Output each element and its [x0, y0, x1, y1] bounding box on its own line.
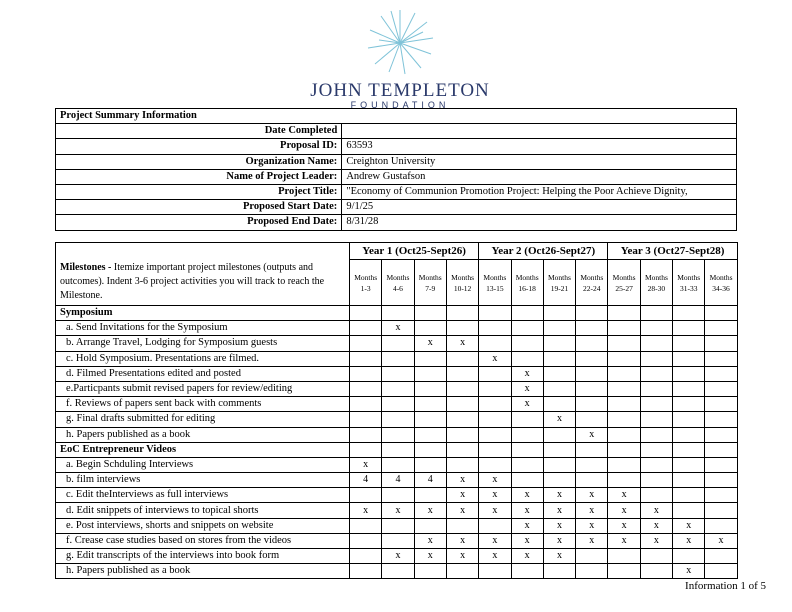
- schedule-cell: [414, 442, 446, 457]
- schedule-cell: [382, 442, 414, 457]
- schedule-cell: [640, 321, 672, 336]
- task-label: a. Send Invitations for the Symposium: [56, 321, 350, 336]
- summary-value: 9/1/25: [342, 200, 737, 215]
- schedule-cell: x: [543, 412, 575, 427]
- schedule-cell: [382, 518, 414, 533]
- schedule-cell: [414, 457, 446, 472]
- schedule-cell: [479, 412, 511, 427]
- schedule-cell: [673, 397, 705, 412]
- schedule-cell: [479, 457, 511, 472]
- schedule-cell: [479, 442, 511, 457]
- section-label: EoC Entrepreneur Videos: [56, 442, 350, 457]
- schedule-cell: 4: [414, 473, 446, 488]
- schedule-cell: [673, 336, 705, 351]
- schedule-cell: x: [479, 549, 511, 564]
- task-row: [56, 381, 738, 396]
- schedule-cell: [640, 549, 672, 564]
- task-row: [56, 518, 738, 533]
- project-summary-table: [55, 108, 737, 231]
- schedule-cell: [608, 366, 640, 381]
- schedule-cell: [608, 351, 640, 366]
- summary-row: [56, 200, 737, 215]
- month-range-header: Months 28-30: [640, 260, 672, 306]
- summary-header: Project Summary Information: [56, 109, 737, 124]
- month-range-header: Months 4-6: [382, 260, 414, 306]
- month-range-header: Months 13-15: [479, 260, 511, 306]
- schedule-cell: [382, 488, 414, 503]
- schedule-cell: x: [673, 533, 705, 548]
- schedule-cell: [673, 488, 705, 503]
- schedule-cell: [446, 427, 478, 442]
- schedule-cell: [673, 457, 705, 472]
- logo-name: JOHN TEMPLETON: [310, 80, 490, 101]
- schedule-cell: [608, 442, 640, 457]
- schedule-cell: [543, 381, 575, 396]
- month-range-header: Months 10-12: [446, 260, 478, 306]
- schedule-cell: [350, 336, 382, 351]
- schedule-cell: [576, 321, 608, 336]
- summary-label: Organization Name:: [56, 154, 342, 169]
- summary-value: 8/31/28: [342, 215, 737, 230]
- schedule-cell: [705, 366, 737, 381]
- schedule-cell: x: [414, 549, 446, 564]
- schedule-cell: [673, 503, 705, 518]
- schedule-cell: x: [479, 488, 511, 503]
- milestone-plan-table: [55, 242, 738, 579]
- schedule-cell: [673, 351, 705, 366]
- schedule-cell: [414, 412, 446, 427]
- schedule-cell: [382, 427, 414, 442]
- schedule-cell: [446, 457, 478, 472]
- summary-row: [56, 169, 737, 184]
- schedule-cell: [446, 564, 478, 579]
- schedule-cell: x: [576, 503, 608, 518]
- schedule-cell: [608, 427, 640, 442]
- task-row: [56, 366, 738, 381]
- schedule-cell: [479, 306, 511, 321]
- schedule-cell: [382, 336, 414, 351]
- summary-label: Proposed End Date:: [56, 215, 342, 230]
- schedule-cell: x: [382, 503, 414, 518]
- schedule-cell: [705, 488, 737, 503]
- schedule-cell: [576, 549, 608, 564]
- schedule-cell: [640, 442, 672, 457]
- task-label: d. Filmed Presentations edited and posted: [56, 366, 350, 381]
- schedule-cell: [640, 473, 672, 488]
- schedule-cell: [705, 412, 737, 427]
- schedule-cell: x: [543, 503, 575, 518]
- schedule-cell: [640, 488, 672, 503]
- page-footer: Information 1 of 5: [685, 580, 766, 592]
- schedule-cell: [608, 412, 640, 427]
- schedule-cell: x: [608, 533, 640, 548]
- schedule-cell: x: [511, 533, 543, 548]
- summary-row: [56, 184, 737, 199]
- schedule-cell: [576, 442, 608, 457]
- schedule-cell: [543, 427, 575, 442]
- schedule-cell: x: [446, 336, 478, 351]
- schedule-cell: [414, 518, 446, 533]
- task-label: h. Papers published as a book: [56, 427, 350, 442]
- schedule-cell: [705, 457, 737, 472]
- schedule-cell: [350, 306, 382, 321]
- schedule-cell: x: [543, 533, 575, 548]
- schedule-cell: [446, 366, 478, 381]
- schedule-cell: [350, 412, 382, 427]
- schedule-cell: [705, 564, 737, 579]
- schedule-cell: [640, 336, 672, 351]
- schedule-cell: [382, 412, 414, 427]
- schedule-cell: [382, 366, 414, 381]
- summary-label: Proposal ID:: [56, 139, 342, 154]
- schedule-cell: [576, 336, 608, 351]
- schedule-cell: x: [511, 503, 543, 518]
- schedule-cell: x: [414, 533, 446, 548]
- schedule-cell: [705, 473, 737, 488]
- schedule-cell: [608, 306, 640, 321]
- schedule-cell: x: [479, 533, 511, 548]
- schedule-cell: [543, 366, 575, 381]
- schedule-cell: [640, 351, 672, 366]
- schedule-cell: [673, 473, 705, 488]
- schedule-cell: x: [543, 488, 575, 503]
- schedule-cell: [479, 336, 511, 351]
- schedule-cell: [543, 321, 575, 336]
- schedule-cell: [543, 351, 575, 366]
- schedule-cell: x: [446, 473, 478, 488]
- schedule-cell: [446, 306, 478, 321]
- schedule-cell: [673, 306, 705, 321]
- schedule-cell: [382, 351, 414, 366]
- schedule-cell: [543, 564, 575, 579]
- schedule-cell: x: [382, 549, 414, 564]
- schedule-cell: [446, 442, 478, 457]
- month-range-header: Months 19-21: [543, 260, 575, 306]
- summary-value: 63593: [342, 139, 737, 154]
- schedule-cell: [511, 336, 543, 351]
- schedule-cell: [446, 518, 478, 533]
- schedule-cell: [543, 442, 575, 457]
- summary-label: Project Title:: [56, 184, 342, 199]
- schedule-cell: [640, 306, 672, 321]
- schedule-cell: [479, 366, 511, 381]
- month-range-header: Months 34-36: [705, 260, 737, 306]
- schedule-cell: [511, 412, 543, 427]
- summary-label: Proposed Start Date:: [56, 200, 342, 215]
- schedule-cell: [705, 306, 737, 321]
- summary-row: [56, 215, 737, 230]
- schedule-cell: [705, 336, 737, 351]
- schedule-cell: [414, 351, 446, 366]
- year-3-header: Year 3 (Oct27-Sept28): [608, 243, 737, 260]
- month-range-header: Months 7-9: [414, 260, 446, 306]
- schedule-cell: x: [446, 503, 478, 518]
- schedule-cell: [640, 381, 672, 396]
- schedule-cell: 4: [350, 473, 382, 488]
- schedule-cell: x: [446, 488, 478, 503]
- schedule-cell: [382, 306, 414, 321]
- schedule-cell: [543, 336, 575, 351]
- year-2-header: Year 2 (Oct26-Sept27): [479, 243, 608, 260]
- schedule-cell: x: [640, 518, 672, 533]
- schedule-cell: [350, 381, 382, 396]
- schedule-cell: [543, 457, 575, 472]
- schedule-cell: x: [511, 488, 543, 503]
- summary-value: Andrew Gustafson: [342, 169, 737, 184]
- schedule-cell: x: [576, 488, 608, 503]
- schedule-cell: x: [511, 366, 543, 381]
- section-row: [56, 306, 738, 321]
- month-range-header: Months 1-3: [350, 260, 382, 306]
- schedule-cell: x: [608, 503, 640, 518]
- schedule-cell: [350, 518, 382, 533]
- schedule-cell: [705, 503, 737, 518]
- schedule-cell: [446, 351, 478, 366]
- schedule-cell: [479, 564, 511, 579]
- task-label: e.Particpants submit revised papers for review/editing: [56, 381, 350, 396]
- schedule-cell: x: [511, 549, 543, 564]
- schedule-cell: [511, 427, 543, 442]
- schedule-cell: x: [576, 533, 608, 548]
- task-row: [56, 533, 738, 548]
- schedule-cell: x: [479, 503, 511, 518]
- schedule-cell: [576, 412, 608, 427]
- schedule-cell: [705, 442, 737, 457]
- schedule-cell: [479, 427, 511, 442]
- schedule-cell: [576, 457, 608, 472]
- schedule-cell: [479, 518, 511, 533]
- schedule-cell: [350, 427, 382, 442]
- schedule-cell: [673, 321, 705, 336]
- task-row: [56, 397, 738, 412]
- schedule-cell: [446, 381, 478, 396]
- schedule-cell: [382, 397, 414, 412]
- schedule-cell: [350, 442, 382, 457]
- task-row: [56, 427, 738, 442]
- schedule-cell: [705, 321, 737, 336]
- schedule-cell: [446, 321, 478, 336]
- task-label: g. Edit transcripts of the interviews into book form: [56, 549, 350, 564]
- schedule-cell: x: [640, 533, 672, 548]
- schedule-cell: [673, 549, 705, 564]
- task-row: [56, 503, 738, 518]
- schedule-cell: [673, 381, 705, 396]
- schedule-cell: x: [479, 351, 511, 366]
- schedule-cell: [705, 427, 737, 442]
- schedule-cell: [543, 473, 575, 488]
- schedule-cell: [414, 564, 446, 579]
- task-row: [56, 336, 738, 351]
- task-label: f. Reviews of papers sent back with comments: [56, 397, 350, 412]
- schedule-cell: [705, 397, 737, 412]
- schedule-cell: [608, 564, 640, 579]
- schedule-cell: [576, 473, 608, 488]
- task-label: f. Crease case studies based on stores from the videos: [56, 533, 350, 548]
- schedule-cell: x: [608, 518, 640, 533]
- schedule-cell: [576, 397, 608, 412]
- schedule-cell: [640, 397, 672, 412]
- schedule-cell: [673, 412, 705, 427]
- logo-subtitle: FOUNDATION: [350, 100, 450, 110]
- schedule-cell: x: [382, 321, 414, 336]
- month-range-header: Months 31-33: [673, 260, 705, 306]
- schedule-cell: [511, 306, 543, 321]
- starburst-icon: [365, 8, 435, 78]
- task-label: a. Begin Schduling Interviews: [56, 457, 350, 472]
- schedule-cell: [705, 351, 737, 366]
- schedule-cell: [414, 427, 446, 442]
- schedule-cell: [608, 381, 640, 396]
- schedule-cell: [382, 457, 414, 472]
- summary-value: "Economy of Communion Promotion Project: Helping the Poor Achieve Dignity,: [342, 184, 737, 199]
- task-row: [56, 473, 738, 488]
- schedule-cell: [414, 366, 446, 381]
- summary-label: Date Completed: [56, 124, 342, 139]
- schedule-cell: [673, 366, 705, 381]
- task-label: c. Hold Symposium. Presentations are filmed.: [56, 351, 350, 366]
- schedule-cell: [640, 564, 672, 579]
- schedule-cell: x: [576, 427, 608, 442]
- task-label: b. Arrange Travel, Lodging for Symposium guests: [56, 336, 350, 351]
- schedule-cell: x: [479, 473, 511, 488]
- section-label: Symposium: [56, 306, 350, 321]
- schedule-cell: [576, 351, 608, 366]
- schedule-cell: [414, 381, 446, 396]
- schedule-cell: [640, 457, 672, 472]
- schedule-cell: [673, 442, 705, 457]
- schedule-cell: [414, 306, 446, 321]
- schedule-cell: x: [350, 503, 382, 518]
- schedule-cell: [576, 564, 608, 579]
- schedule-cell: [350, 488, 382, 503]
- task-row: [56, 351, 738, 366]
- foundation-logo: [300, 8, 500, 108]
- schedule-cell: [350, 321, 382, 336]
- schedule-cell: [479, 381, 511, 396]
- schedule-cell: [511, 564, 543, 579]
- schedule-cell: x: [446, 533, 478, 548]
- schedule-cell: [350, 533, 382, 548]
- schedule-cell: [350, 397, 382, 412]
- task-label: h. Papers published as a book: [56, 564, 350, 579]
- schedule-cell: [350, 366, 382, 381]
- schedule-cell: [511, 442, 543, 457]
- schedule-cell: x: [350, 457, 382, 472]
- schedule-cell: [350, 351, 382, 366]
- schedule-cell: [511, 351, 543, 366]
- schedule-cell: [608, 457, 640, 472]
- schedule-cell: x: [511, 381, 543, 396]
- task-row: [56, 321, 738, 336]
- schedule-cell: x: [608, 488, 640, 503]
- schedule-cell: [511, 457, 543, 472]
- task-row: [56, 488, 738, 503]
- month-range-header: Months 25-27: [608, 260, 640, 306]
- task-row: [56, 549, 738, 564]
- schedule-cell: x: [673, 518, 705, 533]
- schedule-cell: [479, 321, 511, 336]
- schedule-cell: [350, 564, 382, 579]
- milestones-instructions: Milestones - Itemize important project milestones (outputs and outcomes). Indent 3-6 project activities you will track to reach the Milestone.: [56, 243, 350, 306]
- schedule-cell: [382, 533, 414, 548]
- schedule-cell: 4: [382, 473, 414, 488]
- task-row: [56, 412, 738, 427]
- schedule-cell: [705, 381, 737, 396]
- schedule-cell: [608, 549, 640, 564]
- schedule-cell: [446, 412, 478, 427]
- task-row: [56, 564, 738, 579]
- schedule-cell: [608, 473, 640, 488]
- schedule-cell: [608, 336, 640, 351]
- summary-row: [56, 124, 737, 139]
- schedule-cell: [446, 397, 478, 412]
- schedule-cell: [576, 306, 608, 321]
- schedule-cell: [543, 306, 575, 321]
- month-range-header: Months 16-18: [511, 260, 543, 306]
- schedule-cell: x: [414, 503, 446, 518]
- schedule-cell: [576, 381, 608, 396]
- task-label: g. Final drafts submitted for editing: [56, 412, 350, 427]
- schedule-cell: x: [705, 533, 737, 548]
- schedule-cell: [414, 397, 446, 412]
- summary-row: [56, 139, 737, 154]
- schedule-cell: [479, 397, 511, 412]
- summary-label: Name of Project Leader:: [56, 169, 342, 184]
- schedule-cell: [414, 488, 446, 503]
- task-label: d. Edit snippets of interviews to topical shorts: [56, 503, 350, 518]
- schedule-cell: [382, 381, 414, 396]
- month-range-header: Months 22-24: [576, 260, 608, 306]
- schedule-cell: [640, 427, 672, 442]
- task-label: e. Post interviews, shorts and snippets on website: [56, 518, 350, 533]
- schedule-cell: x: [543, 518, 575, 533]
- schedule-cell: [543, 397, 575, 412]
- schedule-cell: [608, 397, 640, 412]
- schedule-cell: x: [640, 503, 672, 518]
- schedule-cell: [382, 564, 414, 579]
- task-label: b. film interviews: [56, 473, 350, 488]
- schedule-cell: [350, 549, 382, 564]
- summary-value: [342, 124, 737, 139]
- task-label: c. Edit theInterviews as full interviews: [56, 488, 350, 503]
- schedule-cell: [511, 321, 543, 336]
- schedule-cell: x: [673, 564, 705, 579]
- year-1-header: Year 1 (Oct25-Sept26): [350, 243, 479, 260]
- schedule-cell: [511, 473, 543, 488]
- schedule-cell: x: [576, 518, 608, 533]
- schedule-cell: x: [511, 518, 543, 533]
- schedule-cell: [576, 366, 608, 381]
- schedule-cell: x: [543, 549, 575, 564]
- schedule-cell: [673, 427, 705, 442]
- schedule-cell: x: [511, 397, 543, 412]
- task-row: [56, 457, 738, 472]
- schedule-cell: [640, 366, 672, 381]
- summary-row: [56, 154, 737, 169]
- schedule-cell: [640, 412, 672, 427]
- schedule-cell: [705, 518, 737, 533]
- schedule-cell: x: [446, 549, 478, 564]
- schedule-cell: x: [414, 336, 446, 351]
- section-row: [56, 442, 738, 457]
- summary-value: Creighton University: [342, 154, 737, 169]
- schedule-cell: [608, 321, 640, 336]
- schedule-cell: [414, 321, 446, 336]
- schedule-cell: [705, 549, 737, 564]
